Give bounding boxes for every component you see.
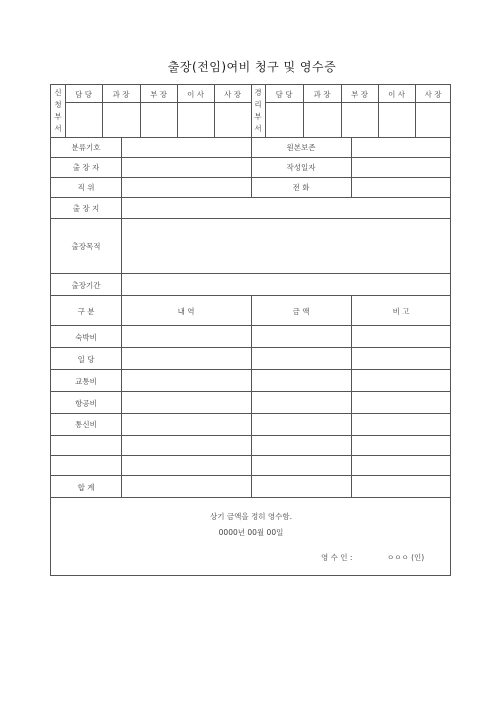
approver-title: 담 당 <box>275 90 293 99</box>
divider <box>51 273 451 274</box>
divider <box>251 295 252 497</box>
traveler-label: 출 장 자 <box>72 163 100 172</box>
retention-label: 원본보존 <box>286 143 316 152</box>
destination-label: 출 장 지 <box>72 204 100 213</box>
left-dept-char: 청 <box>54 100 62 109</box>
right-dept-char: 경 <box>254 88 262 97</box>
approver-title: 이 사 <box>388 90 405 99</box>
divider <box>121 295 122 497</box>
divider <box>351 295 352 497</box>
doc-no-label: 분류기호 <box>71 143 101 152</box>
expense-total-label: 합 계 <box>77 483 95 492</box>
divider <box>51 218 451 219</box>
expense-row-telecom: 통신비 <box>75 420 97 429</box>
receipt-date: 0000년 00월 00일 <box>218 528 284 537</box>
divider <box>265 102 451 103</box>
left-dept-char: 부 <box>54 112 62 121</box>
right-dept-char: 서 <box>254 124 262 133</box>
form-frame <box>50 84 451 576</box>
approver-title: 사 장 <box>424 90 442 99</box>
expense-header-detail: 내 역 <box>177 307 195 316</box>
divider <box>65 102 251 103</box>
divider <box>51 197 451 198</box>
receiver-value: ㅇㅇㅇ (인) <box>387 553 425 562</box>
phone-label: 전 화 <box>292 183 310 192</box>
page-title: 출장(전임)여비 청구 및 영수증 <box>167 60 337 74</box>
divider <box>351 137 352 197</box>
approver-title: 과 장 <box>313 90 331 99</box>
approver-title: 사 장 <box>224 90 241 99</box>
expense-header-remark: 비 고 <box>392 307 410 316</box>
date-written-label: 작성일자 <box>286 163 316 172</box>
approver-title: 과 장 <box>112 90 130 99</box>
purpose-label: 출장목적 <box>71 242 101 251</box>
left-dept-char: 신 <box>54 88 62 97</box>
expense-row-transport: 교통비 <box>75 377 97 386</box>
divider <box>51 497 451 498</box>
expense-row-daily: 일 당 <box>77 355 95 364</box>
position-label: 직 위 <box>77 183 95 192</box>
expense-row-lodging: 숙박비 <box>75 333 97 342</box>
left-dept-char: 서 <box>54 124 62 133</box>
right-dept-char: 부 <box>254 112 262 121</box>
approver-title: 이 사 <box>187 90 204 99</box>
approver-title: 부 장 <box>351 90 368 99</box>
approver-title: 부 장 <box>150 90 167 99</box>
receiver-label: 영 수 인 : <box>321 553 353 562</box>
expense-header-category: 구 분 <box>77 307 95 316</box>
receipt-statement: 상기 금액을 정히 영수함. <box>210 512 292 521</box>
approver-title: 담 당 <box>75 90 92 99</box>
right-dept-char: 리 <box>254 100 262 109</box>
divider <box>121 137 122 295</box>
expense-row-airfare: 항공비 <box>75 399 97 408</box>
expense-header-amount: 금 액 <box>292 307 310 316</box>
period-label: 출장기간 <box>71 281 101 290</box>
divider <box>251 85 252 137</box>
